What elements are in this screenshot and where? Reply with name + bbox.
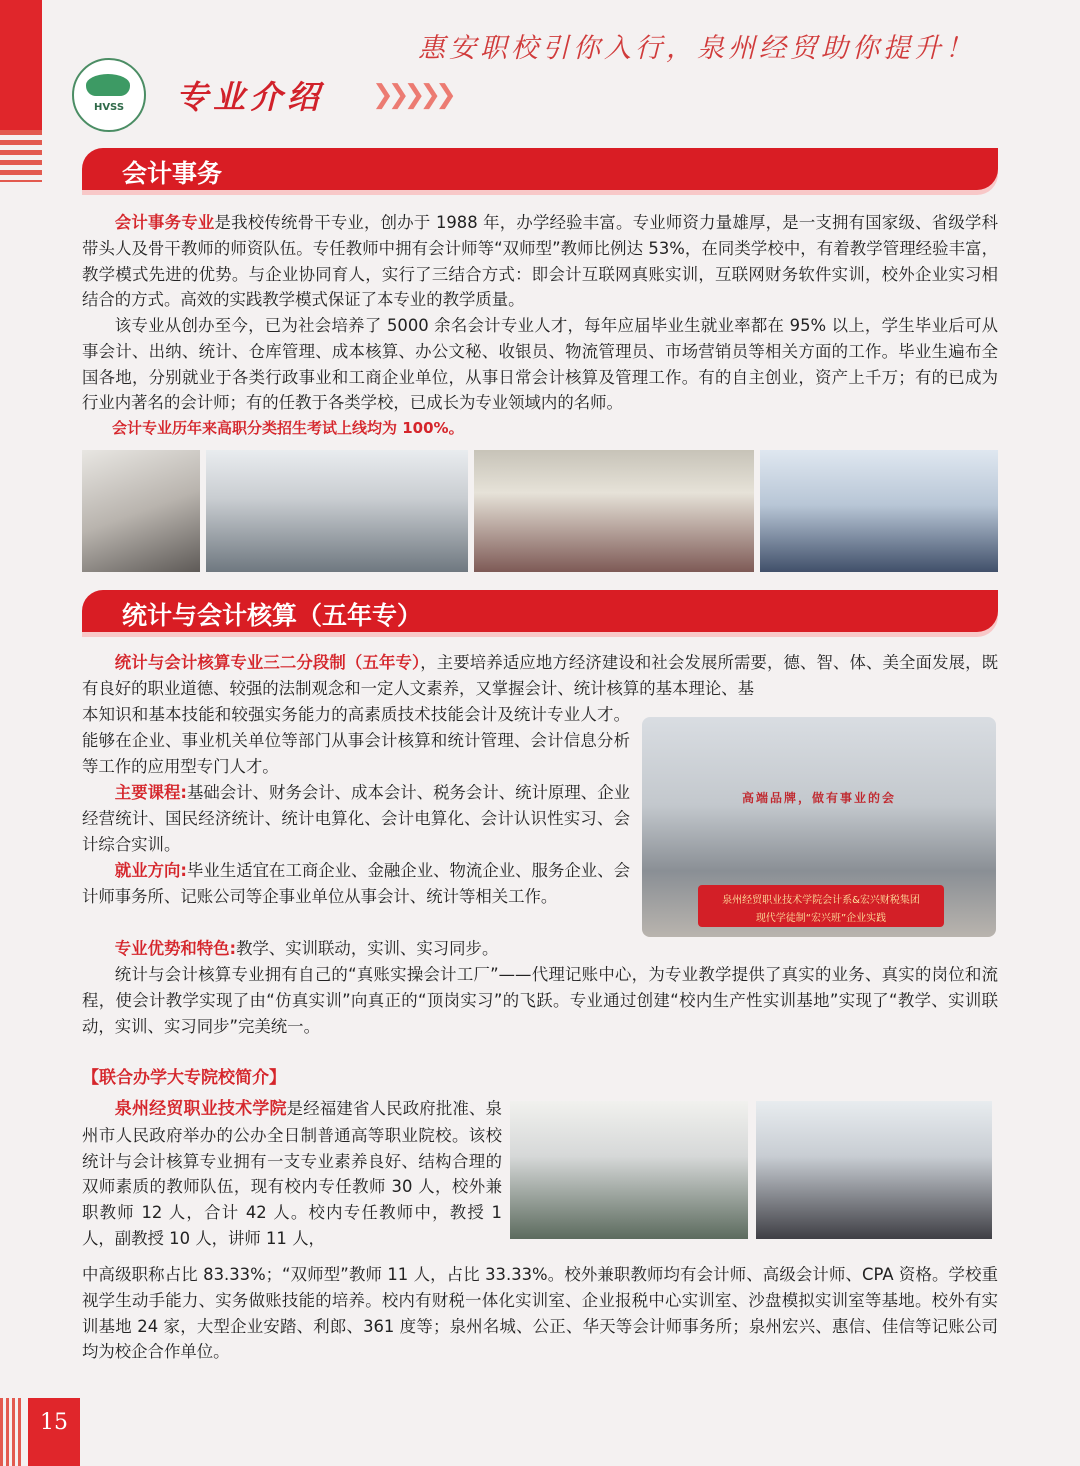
section-banner-statistics xyxy=(82,590,998,632)
logo-emblem-icon xyxy=(86,74,130,96)
advantages-label: 专业优势和特色: xyxy=(114,939,237,958)
paragraph-text: 是经福建省人民政府批准、泉州市人民政府举办的公办全日制普通高等职业院校。该校统计与会计核算专业拥有一支专业素养良好、结构合理的双师素质的教师队伍，现有校内专任教师 30 人，校外兼职教师 12 人，合计 42 人。校内专任教师中，教授 1 人，副教授 10 人，讲师 11 人， xyxy=(82,1099,502,1248)
highlight-lead: 会计事务专业 xyxy=(114,213,215,232)
highlight-lead: 统计与会计核算专业三二分段制（五年专） xyxy=(114,653,421,672)
photo-students-studying xyxy=(756,1101,992,1239)
section-title: 会计事务 xyxy=(122,159,223,188)
courses-text: 基础会计、财务会计、成本会计、税务会计、统计原理、企业经营统计、国民经济统计、统计电算化、会计电算化、会计认识性实习、会计综合实训。 xyxy=(82,783,630,854)
photo-classroom xyxy=(474,450,754,572)
photo-group-banner-line-2: 现代学徒制“宏兴班”企业实践 xyxy=(755,913,887,924)
paragraph: 该专业从创办至今，已为社会培养了 5000 余名会计专业人才，每年应届毕业生就业率都在 95% 以上，学生毕业后可从事会计、出纳、统计、仓库管理、成本核算、办公文秘、收银员、物流管理员、市场营销员等相关方面的工作。毕业生遍布全国各地，分别就业于各类行政事业和工商企业单位，从事日常会计核算及管理工作。有的自主创业，资产上千万；有的已成为行业内著名的会计师；有的任教于各类学校，已成长为专业领域内的名师。 xyxy=(82,316,998,413)
partner-college-heading: 【联合办学大专院校简介】 xyxy=(82,1068,286,1088)
arrows-decoration: ❯❯❯❯❯ xyxy=(372,80,451,110)
paragraph: 中高级职称占比 83.33%；“双师型”教师 11 人，占比 33.33%。校外兼职教师均有会计师、高级会计师、CPA 资格。学校重视学生动手能力、实务做账技能的培养。校内有财税一体化实训室、企业报税中心实训室、沙盘模拟实训室等基地。校外有实训基地 24 家，大型企业安踏、利郎、361 度等；泉州名城、公正、华天等会计师事务所；泉州宏兴、惠信、佳信等记账公司均为校企合作单位。 xyxy=(82,1265,998,1362)
jobs-block xyxy=(82,858,630,910)
slogan: 惠安职校引你入行，泉州经贸助你提升！ xyxy=(418,33,976,64)
highlight-line: 会计专业历年来高职分类招生考试上线均为 100%。 xyxy=(112,419,464,437)
jobs-text: 毕业生适宜在工商企业、金融企业、物流企业、服务企业、会计师事务所、记账公司等企事业单位从事会计、统计等相关工作。 xyxy=(82,861,630,906)
courses-label: 主要课程: xyxy=(114,783,187,802)
school-logo xyxy=(72,58,146,132)
courses-block xyxy=(82,780,630,857)
photo-computer-lab xyxy=(206,450,468,572)
photo-group-banner xyxy=(698,885,944,927)
photo-group-banner-line-1: 泉州经贸职业技术学院会计系&宏兴财税集团 xyxy=(722,895,920,906)
paragraph-text: ，主要培养适应地方经济建设和社会发展所需要，德、智、体、美全面发展，既有良好的职业道德、较强的法制观念和一定人文素养，又掌握会计、统计核算的基本理论、基 xyxy=(82,653,998,698)
advantages-text: 教学、实训联动，实训、实习同步。 xyxy=(236,939,499,958)
logo-abbr: HVSS xyxy=(93,102,125,113)
photo-wall-banner: 高端品牌，做有事业的会 xyxy=(741,791,896,805)
paragraph-text: 是我校传统骨干专业，创办于 1988 年，办学经验丰富。专业师资力量雄厚，是一支拥有国家级、省级学科带头人及骨干教师的师资队伍。专任教师中拥有会计师等“双师型”教师比例达 53%，在同类学校中，有着教学管理经验丰富，教学模式先进的优势。与企业协同育人，实行了三结合方式：即会计互联网真账实训，互联网财务软件实训，校外企业实习相结合的方式。高效的实践教学模式保证了本专业的教学质量。 xyxy=(82,213,998,310)
photo-group-practice xyxy=(642,717,996,937)
photo-student-desk xyxy=(82,450,200,572)
paragraph: 本知识和基本技能和较强实务能力的高素质技术技能会计及统计专业人才。能够在企业、事业机关单位等部门从事会计核算和统计管理、会计信息分析等工作的应用型专门人才。 xyxy=(82,705,630,776)
top-left-red-bar xyxy=(0,0,42,130)
photo-tax-lab xyxy=(510,1101,748,1239)
photo-training-room xyxy=(760,450,998,572)
advantages-block xyxy=(82,936,998,962)
page-number: 15 xyxy=(28,1398,80,1466)
bottom-left-stripes xyxy=(0,1398,22,1466)
paragraph xyxy=(82,1096,502,1252)
jobs-label: 就业方向: xyxy=(114,861,187,880)
section-label: 专业介绍 xyxy=(176,78,325,116)
highlight-lead: 泉州经贸职业技术学院 xyxy=(114,1099,287,1119)
top-left-stripes xyxy=(0,130,42,182)
paragraph xyxy=(82,210,998,313)
section-title: 统计与会计核算（五年专） xyxy=(122,601,423,630)
paragraph xyxy=(82,650,998,702)
section-banner-accounting xyxy=(82,148,998,190)
paragraph: 统计与会计核算专业拥有自己的“真账实操会计工厂”——代理记账中心，为专业教学提供了真实的业务、真实的岗位和流程，使会计教学实现了由“仿真实训”向真正的“顶岗实习”的飞跃。专业通过创建“校内生产性实训基地”实现了“教学、实训联动，实训、实习同步”完美统一。 xyxy=(82,965,998,1036)
